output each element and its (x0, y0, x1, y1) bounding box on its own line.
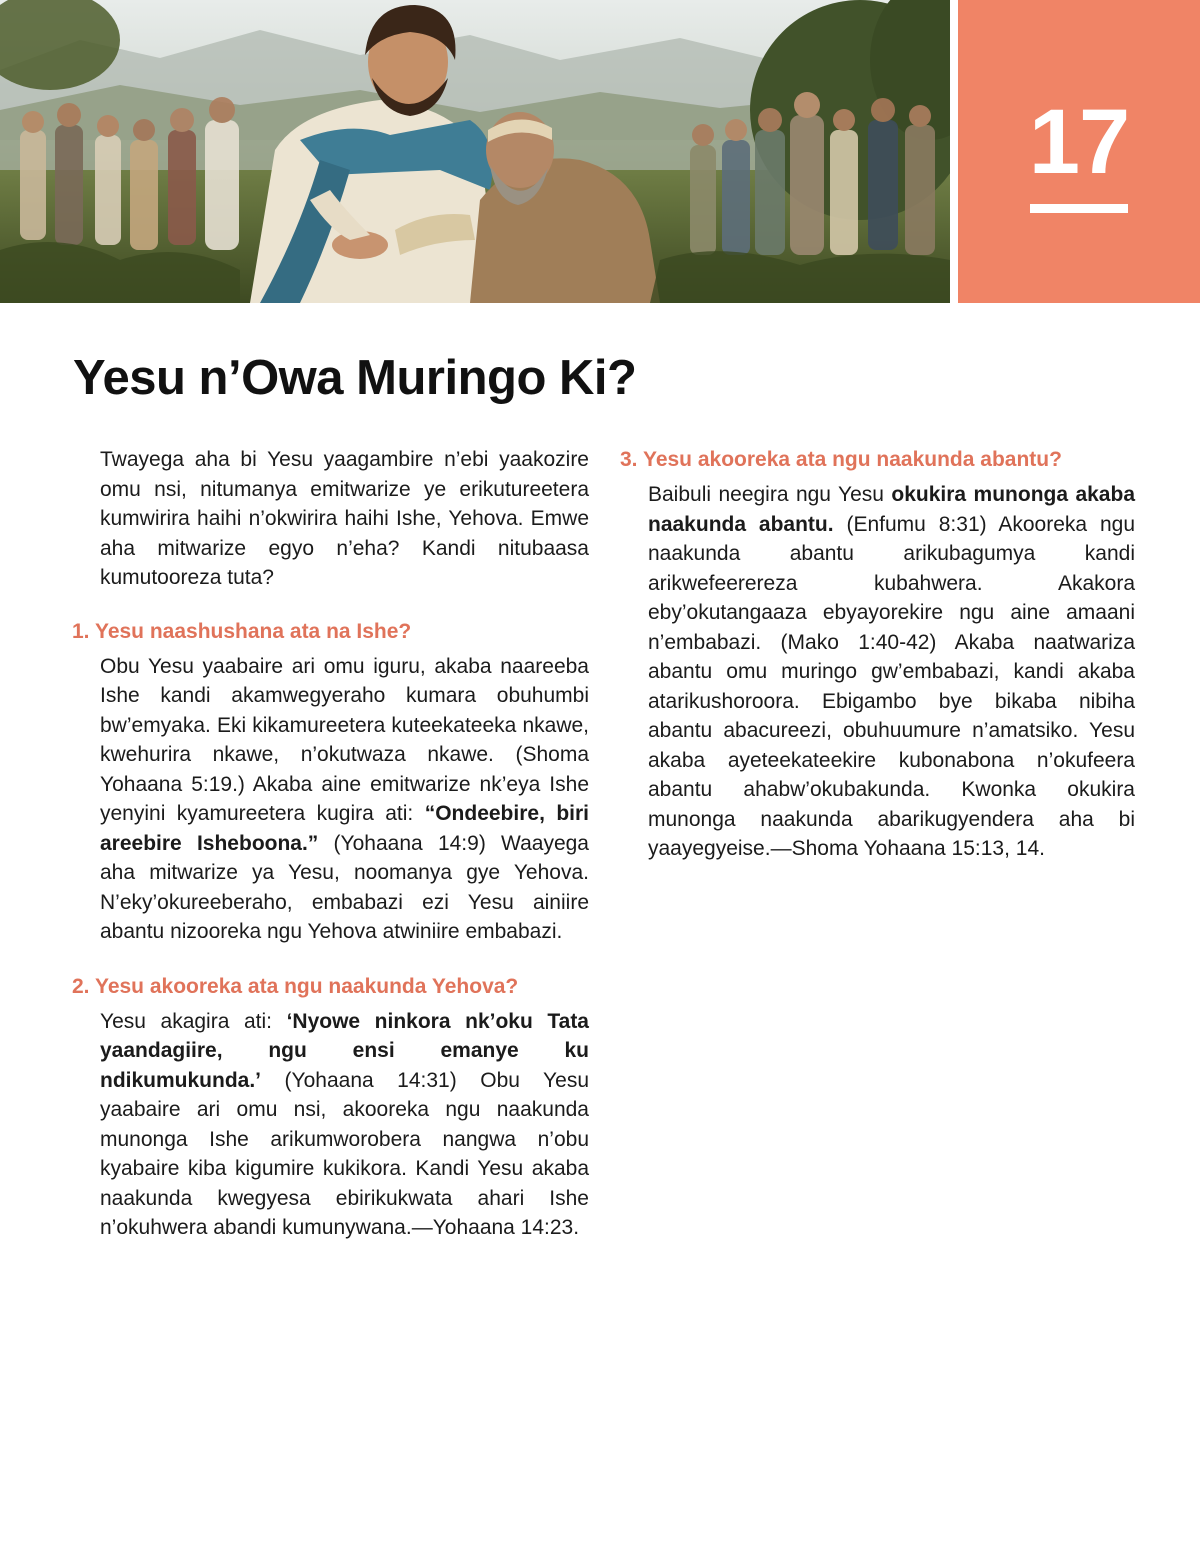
section-3 (620, 445, 1135, 864)
bold-quote: ‘Nyowe ninkora nk’oku Tata yaandagiire, ngu ensi emanye ku ndikumukunda.’ (100, 1009, 589, 1092)
section-paragraph: Baibuli neegira ngu Yesu okukira munonga akaba naakunda abantu. (Enfumu 8:31) Akooreka ngu naakunda abantu arikubagumya kandi arikwefeerereza kubahwera. Akakora eby’okutangaaza ebyayorekire ngu aine amaani n’embabazi. (Mako 1:40-42) Akaba naatwariza abantu omu muringo gw’embabazi, kandi akaba atarikushoroora. Ebigambo bye bikaba nibiha abantu abacureezi, obuhuumure n’amatsiko. Yesu akaba ayeteekateekire kubonabona n’okufeera abantu ahabw’okubakunda. Kwonka okukira munonga naakunda abarikugyendera aha bi yaayegyeise.—Shoma Yohaana 15:13, 14. (648, 483, 1135, 860)
section-2 (72, 972, 589, 1243)
section-1 (72, 617, 589, 947)
hero-illustration (0, 0, 950, 303)
left-column (72, 445, 589, 1268)
lesson-number-badge (958, 0, 1200, 303)
section-heading: 2. Yesu akooreka ata ngu naakunda Yehova? (72, 974, 519, 998)
lesson-number-underline (1030, 204, 1128, 213)
intro-paragraph: Twayega aha bi Yesu yaagambire n’ebi yaakozire omu nsi, nitumanya emitwarize ye erikutureetera kumwirira haihi n’okwirira haihi Ishe, Yehova. Emwe aha mitwarize egyo n’eha? Kandi nitubaasa kumutooreza tuta? (100, 448, 589, 589)
section-paragraph: Yesu akagira ati: ‘Nyowe ninkora nk’oku Tata yaandagiire, ngu ensi emanye ku ndikumukunda.’ (Yohaana 14:31) Obu Yesu yaabaire ari omu nsi, akooreka ngu naakunda munonga Ishe arikumworobera nangwa n’obu kyabaire kiba kigumire kukikora. Kandi Yesu akaba naakunda kwegyesa ebirikukwata ahari Ishe n’okuhwera abandi kumunywana.—Yohaana 14:23. (100, 1009, 589, 1239)
page-title: Yesu n’Owa Muringo Ki? (73, 351, 637, 405)
right-column (620, 445, 1135, 889)
bold-quote: “Ondeebire, biri areebire Isheboona.” (100, 802, 589, 855)
section-paragraph: Obu Yesu yaabaire ari omu iguru, akaba naareeba Ishe kandi akamwegyeraho kumara obuhumbi bw’emyaka. Eki kikamureetera kuteekateeka nkawe, kwehurira nkawe, n’okutwaza nkawe. (Shoma Yohaana 5:19.) Akaba aine emitwarize nk’eya Ishe yenyini kyamureetera kugira ati: “Ondeebire, biri areebire Isheboona.” (Yohaana 14:9) Waayega aha mitwarize ya Yesu, noomanya gye Yehova. N’eky’okureeberaho, embabazi ezi Yesu ainiire abantu nizooreka ngu Yehova atwiniire embabazi. (100, 654, 589, 943)
section-heading: 1. Yesu naashushana ata na Ishe? (72, 619, 412, 643)
lesson-number: 17 (1028, 91, 1130, 193)
bold-quote: okukira munonga akaba naakunda abantu. (648, 483, 1135, 536)
section-heading: 3. Yesu akooreka ata ngu naakunda abantu? (620, 448, 1062, 471)
